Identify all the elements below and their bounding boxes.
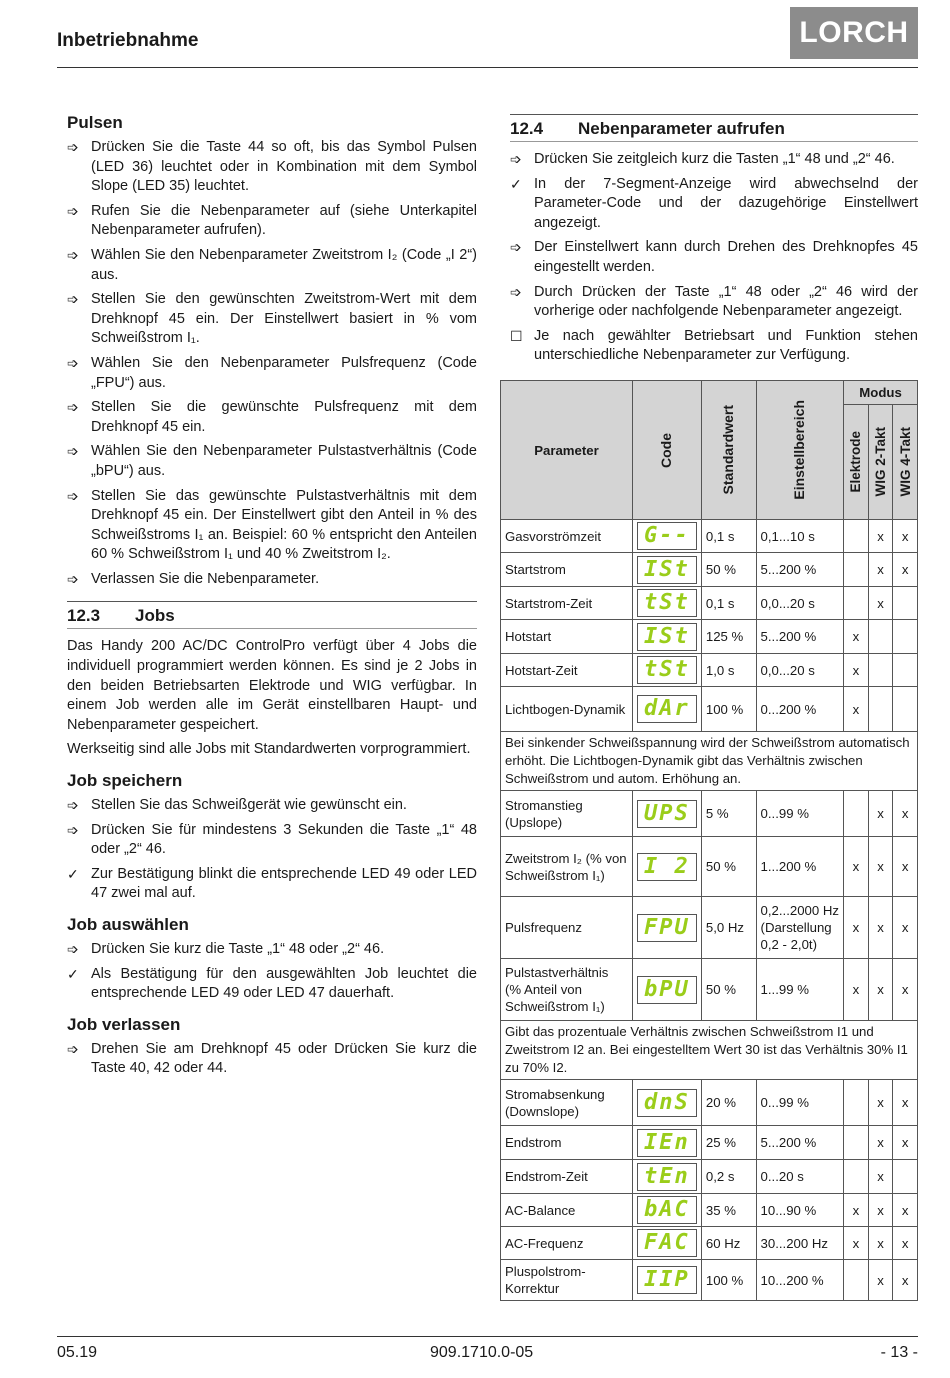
wig4-mark-cell: x	[893, 553, 918, 587]
wig4-mark-cell: x	[893, 1080, 918, 1126]
wig2-mark-cell: x	[868, 959, 893, 1021]
seven-segment-display: FPU	[637, 914, 697, 942]
seven-segment-display: ISt	[637, 556, 697, 584]
list-item-text: Drehen Sie am Drehknopf 45 oder Drücken Sie kurz die Taste 40, 42 oder 44.	[91, 1040, 477, 1077]
elektrode-mark-cell	[844, 587, 869, 620]
wig4-mark-cell	[893, 1160, 918, 1194]
list-item-text: Wählen Sie den Nebenparameter Zweitstrom I₂ (Code „I 2“) aus.	[91, 246, 477, 283]
code-cell	[632, 791, 701, 837]
wig4-mark-cell: x	[893, 1260, 918, 1301]
wig2-mark-cell: x	[868, 1194, 893, 1227]
wig4-mark-cell: x	[893, 520, 918, 553]
arrow-icon: ➩	[67, 941, 79, 957]
arrow-icon: ➩	[67, 246, 79, 263]
jobs-paragraph-1: Das Handy 200 AC/DC ControlPro verfügt über 4 Jobs die individuell programmiert werden können. Es sind je 2 Jobs in den beiden Betriebsarten Elektrode und WIG verfügbar. In einem Job werden alle im Gerät einstellbaren Haupt- und Nebenparameter gespeichert.	[67, 638, 477, 733]
checkmark-icon: ✓	[67, 965, 79, 982]
table-note-row	[501, 732, 918, 791]
seven-segment-display: IIP	[637, 1266, 697, 1294]
nebenparameter-section-title: Nebenparameter aufrufen	[578, 119, 785, 138]
range-cell: 30...200 Hz	[756, 1227, 844, 1260]
wig2-mark-cell	[868, 654, 893, 687]
range-cell: 5...200 %	[756, 553, 844, 587]
table-row	[501, 654, 918, 687]
parameter-cell: AC-Frequenz	[501, 1227, 633, 1260]
parameter-cell: Endstrom	[501, 1126, 633, 1160]
list-item	[67, 354, 477, 393]
code-cell	[632, 553, 701, 587]
elektrode-mark-cell: x	[844, 1227, 869, 1260]
wig4-mark-cell: x	[893, 959, 918, 1021]
table-row	[501, 687, 918, 732]
wig2-mark-cell	[868, 687, 893, 732]
table-row	[501, 1160, 918, 1194]
job-select-heading: Job auswählen	[67, 915, 189, 934]
list-item-text: Stellen Sie das gewünschte Pulstastverhältnis mit dem Drehknopf 45 ein. Der Einstellwert gibt den Anteil in % des Schweißstroms I₁ an. Beispiel: 60 % entspricht den Anteilen 60 % Schweißstrom I₁ und 40 % Zweitstrom I₂.	[91, 487, 477, 563]
list-item-text: Drücken Sie für mindestens 3 Sekunden die Taste „1“ 48 oder „2“ 46.	[91, 821, 477, 858]
table-row	[501, 959, 918, 1021]
job-save-list	[67, 796, 477, 904]
code-cell	[632, 1160, 701, 1194]
header-elektrode-label: Elektrode	[848, 431, 864, 493]
seven-segment-display: dAr	[637, 695, 697, 723]
elektrode-mark-cell	[844, 1260, 869, 1301]
page-header-title: Inbetriebnahme	[57, 30, 199, 51]
jobs-section-title: Jobs	[135, 606, 175, 626]
wig4-mark-cell: x	[893, 837, 918, 897]
list-item-text: Stellen Sie den gewünschten Zweitstrom-Wert mit dem Drehknopf 45 ein. Der Einstellwert basiert in % vom Schweißstrom I₁.	[91, 291, 477, 347]
table-row	[501, 553, 918, 587]
wig4-mark-cell: x	[893, 1126, 918, 1160]
table-row	[501, 897, 918, 959]
standard-value-cell: 100 %	[701, 1260, 756, 1301]
header-code-label: Code	[658, 432, 675, 468]
standard-value-cell: 50 %	[701, 837, 756, 897]
list-item-text: Zur Bestätigung blinkt die entsprechende LED 49 oder LED 47 zwei mal auf.	[91, 865, 477, 902]
code-cell	[632, 520, 701, 553]
list-item	[67, 246, 477, 285]
header-standardwert-label: Standardwert	[720, 405, 737, 495]
elektrode-mark-cell: x	[844, 654, 869, 687]
arrow-icon: ➩	[67, 487, 79, 504]
list-item	[67, 1040, 477, 1079]
list-item	[510, 327, 918, 366]
seven-segment-display: tEn	[637, 1163, 697, 1191]
standard-value-cell: 50 %	[701, 553, 756, 587]
list-item	[67, 138, 477, 197]
nebenparameter-table	[500, 380, 918, 1301]
list-item-text: Drücken Sie zeitgleich kurz die Tasten „1“ 48 und „2“ 46.	[534, 151, 895, 167]
wig4-mark-cell: x	[893, 1227, 918, 1260]
parameter-cell: Endstrom-Zeit	[501, 1160, 633, 1194]
code-cell	[632, 837, 701, 897]
header-elektrode	[844, 405, 869, 520]
wig2-mark-cell: x	[868, 837, 893, 897]
parameter-cell: Pulsfrequenz	[501, 897, 633, 959]
seven-segment-display: tSt	[637, 589, 697, 617]
code-cell	[632, 587, 701, 620]
list-item-text: Stellen Sie das Schweißgerät wie gewünscht ein.	[91, 797, 407, 814]
list-item	[510, 283, 918, 322]
arrow-icon: ➩	[67, 354, 79, 371]
range-cell: 1...200 %	[756, 837, 844, 897]
seven-segment-display: I 2	[637, 853, 697, 881]
seven-segment-display: FAC	[637, 1229, 697, 1257]
list-item	[67, 965, 477, 1004]
standard-value-cell: 50 %	[701, 959, 756, 1021]
list-item-text: Je nach gewählter Betriebsart und Funktion stehen unterschiedliche Nebenparameter zur Verfügung.	[534, 327, 918, 364]
wig4-mark-cell: x	[893, 897, 918, 959]
list-item-text: In der 7-Segment-Anzeige wird abwechselnd der Parameter-Code und der dazugehörige Einstellwert angezeigt.	[534, 175, 918, 231]
elektrode-mark-cell: x	[844, 1194, 869, 1227]
arrow-icon: ➩	[67, 797, 79, 814]
arrow-icon: ➩	[67, 821, 79, 838]
seven-segment-display: ISt	[637, 623, 697, 651]
code-cell	[632, 1260, 701, 1301]
table-row	[501, 791, 918, 837]
elektrode-mark-cell: x	[844, 687, 869, 732]
range-cell: 0...200 %	[756, 687, 844, 732]
arrow-icon: ➩	[510, 283, 522, 300]
range-cell: 0...99 %	[756, 1080, 844, 1126]
footer-divider	[57, 1336, 918, 1337]
parameter-cell: Startstrom-Zeit	[501, 587, 633, 620]
standard-value-cell: 0,1 s	[701, 587, 756, 620]
list-item	[67, 202, 477, 241]
table-row	[501, 837, 918, 897]
wig2-mark-cell: x	[868, 553, 893, 587]
table-row	[501, 1126, 918, 1160]
wig2-mark-cell: x	[868, 791, 893, 837]
table-note-text: Gibt das prozentuale Verhältnis zwischen Schweißstrom I1 und Zweitstrom I2 an. Bei eingestelltem Wert 30 ist das Verhältnis 30% I1 zu 70% I2.	[501, 1021, 918, 1080]
footer-date: 05.19	[57, 1344, 98, 1361]
arrow-icon: ➩	[67, 202, 79, 219]
elektrode-mark-cell	[844, 1126, 869, 1160]
table-row	[501, 620, 918, 654]
list-item	[67, 796, 477, 816]
jobs-paragraph-2: Werkseitig sind alle Jobs mit Standardwerten vorprogrammiert.	[67, 741, 471, 758]
list-item	[510, 150, 918, 170]
range-cell: 1...99 %	[756, 959, 844, 1021]
list-item	[67, 940, 477, 960]
elektrode-mark-cell	[844, 553, 869, 587]
standard-value-cell: 5,0 Hz	[701, 897, 756, 959]
wig2-mark-cell: x	[868, 1080, 893, 1126]
parameter-cell: Lichtbogen-Dynamik	[501, 687, 633, 732]
range-cell: 0...99 %	[756, 791, 844, 837]
wig2-mark-cell: x	[868, 1260, 893, 1301]
header-modus: Modus	[844, 381, 918, 405]
range-cell: 5...200 %	[756, 1126, 844, 1160]
footer-doc-number: 909.1710.0-05	[430, 1344, 534, 1361]
header-wig2-label: WIG 2-Takt	[873, 427, 889, 497]
standard-value-cell: 35 %	[701, 1194, 756, 1227]
wig2-mark-cell: x	[868, 520, 893, 553]
list-item-text: Rufen Sie die Nebenparameter auf (siehe Unterkapitel Nebenparameter aufrufen).	[91, 202, 477, 239]
parameter-cell: Hotstart	[501, 620, 633, 654]
left-column	[67, 112, 477, 1084]
header-standardwert	[701, 381, 756, 520]
checkbox-icon: ☐	[510, 327, 523, 344]
pulsen-heading: Pulsen	[67, 113, 123, 132]
list-item-text: Drücken Sie die Taste 44 so oft, bis das Symbol Pulsen (LED 36) leuchtet oder in Kombination mit dem Symbol Slope (LED 35) leuchtet.	[91, 139, 477, 195]
header-wig2	[868, 405, 893, 520]
seven-segment-display: bPU	[637, 976, 697, 1004]
list-item	[67, 487, 477, 565]
lorch-logo: LORCH	[790, 7, 918, 59]
list-item-text: Der Einstellwert kann durch Drehen des Drehknopfes 45 eingestellt werden.	[534, 239, 918, 275]
elektrode-mark-cell: x	[844, 620, 869, 654]
job-select-list	[67, 940, 477, 1004]
parameter-cell: Pulstastverhältnis (% Anteil von Schweißstrom I₁)	[501, 959, 633, 1021]
standard-value-cell: 0,2 s	[701, 1160, 756, 1194]
nebenparameter-section-number: 12.4	[510, 119, 544, 138]
code-cell	[632, 1126, 701, 1160]
code-cell	[632, 897, 701, 959]
parameter-cell: Pluspolstrom-Korrektur	[501, 1260, 633, 1301]
parameter-cell: AC-Balance	[501, 1194, 633, 1227]
list-item	[510, 238, 918, 277]
range-cell: 0,0...20 s	[756, 587, 844, 620]
arrow-icon: ➩	[67, 1040, 79, 1057]
checkmark-icon: ✓	[67, 865, 79, 882]
header-parameter: Parameter	[501, 381, 633, 520]
arrow-icon: ➩	[67, 443, 79, 460]
code-cell	[632, 959, 701, 1021]
wig4-mark-cell	[893, 587, 918, 620]
range-cell: 10...200 %	[756, 1260, 844, 1301]
parameter-cell: Hotstart-Zeit	[501, 654, 633, 687]
wig2-mark-cell: x	[868, 1160, 893, 1194]
standard-value-cell: 60 Hz	[701, 1227, 756, 1260]
standard-value-cell: 20 %	[701, 1080, 756, 1126]
list-item-text: Verlassen Sie die Nebenparameter.	[91, 570, 320, 587]
nebenparameter-section-heading	[510, 114, 918, 142]
range-cell: 5...200 %	[756, 620, 844, 654]
code-cell	[632, 687, 701, 732]
table-row	[501, 1260, 918, 1301]
header-code	[632, 381, 701, 520]
wig4-mark-cell	[893, 687, 918, 732]
arrow-icon: ➩	[510, 239, 522, 256]
wig2-mark-cell: x	[868, 1227, 893, 1260]
range-cell: 0,0...20 s	[756, 654, 844, 687]
elektrode-mark-cell	[844, 520, 869, 553]
list-item-text: Wählen Sie den Nebenparameter Pulstastverhältnis (Code „bPU“) aus.	[91, 443, 477, 479]
code-cell	[632, 620, 701, 654]
jobs-section-heading	[67, 601, 477, 629]
wig4-mark-cell: x	[893, 1194, 918, 1227]
seven-segment-display: bAC	[637, 1196, 697, 1224]
table-row	[501, 587, 918, 620]
list-item	[67, 821, 477, 860]
standard-value-cell: 25 %	[701, 1126, 756, 1160]
wig2-mark-cell: x	[868, 897, 893, 959]
job-leave-heading: Job verlassen	[67, 1014, 181, 1034]
wig4-mark-cell	[893, 654, 918, 687]
parameter-cell: Stromanstieg (Upslope)	[501, 791, 633, 837]
checkmark-icon: ✓	[510, 175, 522, 192]
parameter-cell: Stromabsenkung (Downslope)	[501, 1080, 633, 1126]
list-item	[510, 175, 918, 234]
standard-value-cell: 5 %	[701, 791, 756, 837]
table-note-row	[501, 1021, 918, 1080]
table-row	[501, 1194, 918, 1227]
parameter-cell: Gasvorströmzeit	[501, 520, 633, 553]
range-cell: 10...90 %	[756, 1194, 844, 1227]
pulsen-list	[67, 138, 477, 589]
wig2-mark-cell	[868, 620, 893, 654]
header-divider	[57, 67, 918, 68]
arrow-icon: ➩	[67, 570, 79, 587]
standard-value-cell: 125 %	[701, 620, 756, 654]
seven-segment-display: UPS	[637, 800, 697, 828]
elektrode-mark-cell	[844, 1080, 869, 1126]
seven-segment-display: IEn	[637, 1129, 697, 1157]
code-cell	[632, 1194, 701, 1227]
job-leave-list	[67, 1040, 477, 1079]
elektrode-mark-cell: x	[844, 959, 869, 1021]
jobs-section-number: 12.3	[67, 606, 101, 626]
range-cell: 0...20 s	[756, 1160, 844, 1194]
list-item-text: Drücken Sie kurz die Taste „1“ 48 oder „2“ 46.	[91, 941, 385, 957]
code-cell	[632, 1080, 701, 1126]
arrow-icon: ➩	[67, 291, 79, 308]
elektrode-mark-cell	[844, 1160, 869, 1194]
standard-value-cell: 100 %	[701, 687, 756, 732]
list-item-text: Stellen Sie die gewünschte Pulsfrequenz mit dem Drehknopf 45 ein.	[91, 399, 477, 435]
header-wig4-label: WIG 4-Takt	[897, 427, 913, 497]
table-row	[501, 1227, 918, 1260]
list-item	[67, 570, 477, 590]
header-wig4	[893, 405, 918, 520]
list-item-text: Wählen Sie den Nebenparameter Pulsfrequenz (Code „FPU“) aus.	[91, 354, 477, 391]
header-einstellbereich	[756, 381, 844, 520]
standard-value-cell: 1,0 s	[701, 654, 756, 687]
list-item	[67, 290, 477, 349]
job-save-heading: Job speichern	[67, 771, 183, 791]
table-note-text: Bei sinkender Schweißspannung wird der Schweißstrom automatisch erhöht. Die Lichtbogen-Dynamik gibt das Verhältnis zwischen Schweißstrom und autom. Erhöhung an.	[501, 732, 918, 791]
seven-segment-display: dnS	[637, 1089, 697, 1117]
list-item	[67, 865, 477, 904]
table-body	[501, 520, 918, 1301]
list-item	[67, 398, 477, 437]
table-row	[501, 1080, 918, 1126]
wig4-mark-cell	[893, 620, 918, 654]
range-cell: 0,1...10 s	[756, 520, 844, 553]
range-cell: 0,2...2000 Hz (Darstellung 0,2 - 2,0t)	[756, 897, 844, 959]
table-row	[501, 520, 918, 553]
list-item-text: Durch Drücken der Taste „1“ 48 oder „2“ 46 wird der vorherige oder nachfolgende Nebenparameter angezeigt.	[534, 283, 918, 320]
elektrode-mark-cell: x	[844, 837, 869, 897]
wig4-mark-cell: x	[893, 791, 918, 837]
wig2-mark-cell: x	[868, 587, 893, 620]
code-cell	[632, 654, 701, 687]
list-item-text: Als Bestätigung für den ausgewählten Job leuchtet die entsprechende LED 49 oder LED 47 dauerhaft.	[91, 965, 477, 1002]
seven-segment-display: G--	[637, 522, 697, 550]
list-item	[67, 442, 477, 481]
arrow-icon: ➩	[67, 399, 79, 416]
code-cell	[632, 1227, 701, 1260]
elektrode-mark-cell: x	[844, 897, 869, 959]
arrow-icon: ➩	[67, 139, 79, 155]
standard-value-cell: 0,1 s	[701, 520, 756, 553]
wig2-mark-cell: x	[868, 1126, 893, 1160]
elektrode-mark-cell	[844, 791, 869, 837]
arrow-icon: ➩	[510, 151, 522, 167]
footer-page-number: - 13 -	[880, 1344, 918, 1361]
seven-segment-display: tSt	[637, 656, 697, 684]
header-einstellbereich-label: Einstellbereich	[791, 400, 808, 500]
nebenparameter-list	[510, 150, 918, 366]
parameter-cell: Startstrom	[501, 553, 633, 587]
right-column	[510, 112, 918, 371]
parameter-cell: Zweitstrom I₂ (% von Schweißstrom I₁)	[501, 837, 633, 897]
